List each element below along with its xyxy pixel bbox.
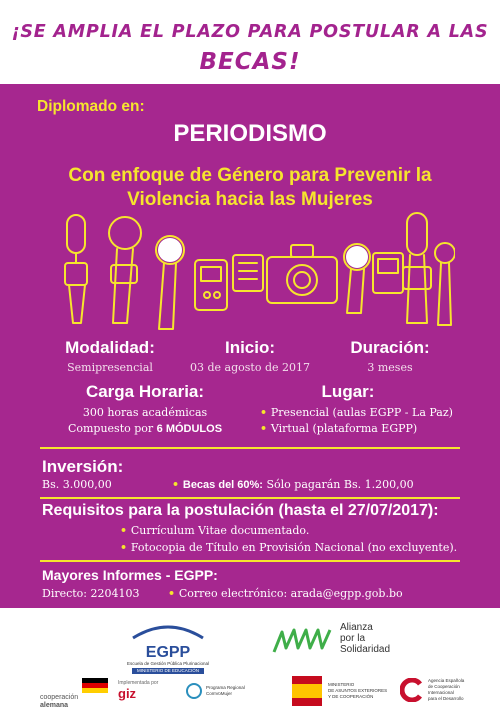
requisito-item: • Fotocopia de Título en Provisión Nacional (no excluyente). (120, 541, 458, 554)
recorder-icon (373, 253, 403, 293)
divider (40, 447, 460, 449)
inicio-value: 03 de agosto de 2017 (190, 361, 310, 374)
requisito-item: • Currículum Vitae documentado. (120, 524, 310, 537)
cooperacion-alemana-logo: cooperación alemana (40, 678, 110, 710)
informes-phone: Directo: 2204103 (42, 587, 140, 600)
microphones-illustration (55, 205, 455, 333)
recorder-icon (195, 260, 227, 310)
headline-line-2: BECAS! (199, 49, 301, 75)
egpp-arc-icon (123, 622, 213, 640)
giz-logo: Implementada por giz (118, 680, 159, 701)
program-title: PERIODISMO (173, 120, 327, 147)
duracion-value: 3 meses (367, 361, 413, 374)
inversion-label: Inversión: (42, 457, 124, 476)
divider (40, 560, 460, 562)
program-subtitle-line-1: Con enfoque de Género para Prevenir la (68, 165, 432, 186)
modalidad-value: Semipresencial (67, 361, 153, 374)
duracion-label: Duración: (350, 338, 430, 357)
alianza-logo (272, 622, 422, 662)
inversion-amount: Bs. 3.000,00 (42, 478, 112, 491)
requisitos-label: Requisitos para la postulación (hasta el 27/07/2017): (42, 502, 439, 519)
spain-flag-icon (292, 676, 322, 706)
informes-label: Mayores Informes - EGPP: (42, 567, 218, 583)
comvomujer-logo: Programa Regional ComVoMujer (186, 681, 246, 707)
comvomujer-icon (186, 683, 202, 699)
aecid-c-icon (400, 678, 424, 702)
aecid-logo: Agencia Española de Cooperación Internacional para el Desarrollo (400, 676, 490, 708)
carga-horaria-line-2: Compuesto por 6 MÓDULOS (67, 422, 223, 435)
microphone-icon (65, 215, 87, 323)
microphone-icon (403, 213, 431, 323)
lugar-label: Lugar: (321, 382, 375, 401)
becas-info: • Becas del 60%: Sólo pagarán Bs. 1.200,00 (172, 478, 414, 491)
microphone-icon (109, 217, 141, 323)
alianza-waves-icon (272, 626, 334, 654)
informes-email: • Correo electrónico: arada@egpp.gob.bo (168, 587, 403, 600)
modalidad-label: Modalidad: (65, 338, 155, 357)
lugar-item: • Presencial (aulas EGPP - La Paz) (260, 406, 453, 419)
recorder-icon (233, 255, 263, 291)
headline-line-1: ¡SE AMPLIA EL PLAZO PARA POSTULAR A LAS (11, 22, 489, 42)
lugar-item: • Virtual (plataforma EGPP) (260, 422, 418, 435)
camera-icon (267, 245, 337, 303)
egpp-logo: EGPP Escuela de Gestión Pública Plurinacional MINISTERIO DE EDUCACIÓN (123, 622, 213, 672)
carga-horaria-line-1: 300 horas académicas (82, 406, 208, 419)
program-subtitle-line-2: Violencia hacia las Mujeres (127, 189, 373, 210)
carga-horaria-label: Carga Horaria: (85, 382, 205, 401)
alianza-text: Alianza por la Solidaridad (340, 622, 391, 655)
microphone-icon (435, 243, 455, 325)
ministerio-logo: MINISTERIO DE ASUNTOS EXTERIORES Y DE COOPERACIÓN (292, 676, 392, 708)
inicio-label: Inicio: (224, 338, 276, 357)
program-label: Diplomado en: (37, 98, 145, 115)
divider (40, 497, 460, 499)
